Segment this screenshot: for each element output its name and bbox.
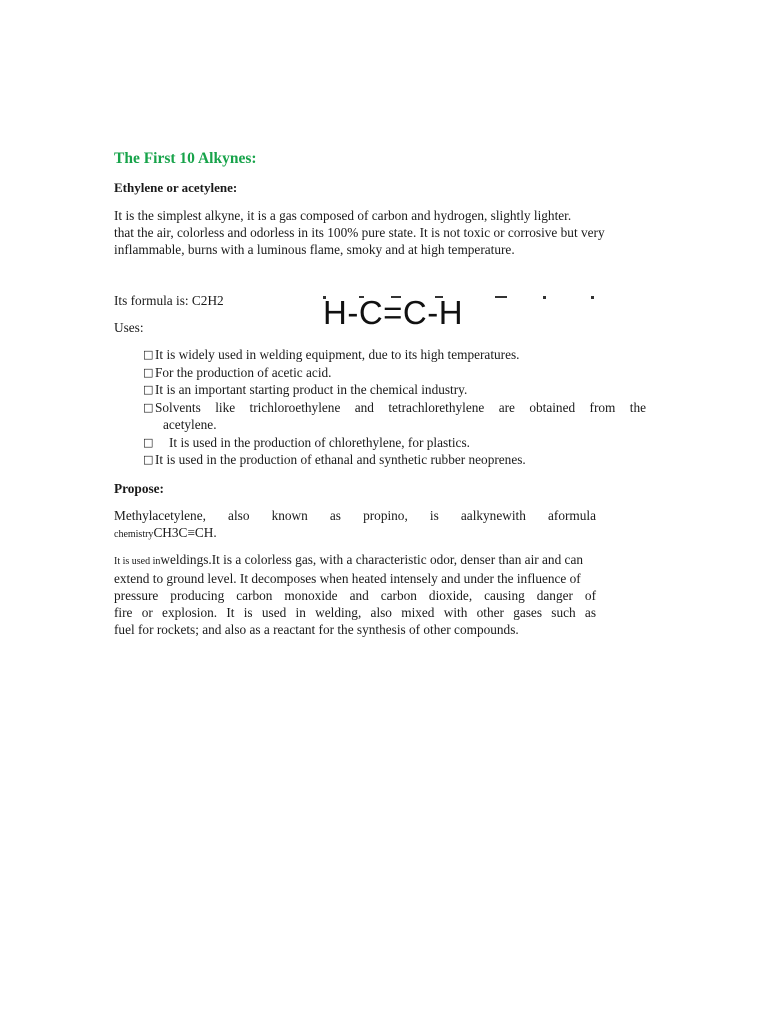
list-item-text: It is an important starting product in the chemical industry. [155,382,468,397]
uses-list [143,346,646,469]
checkbox-bullet-icon: □ [143,400,154,414]
page-title: The First 10 Alkynes: [114,150,257,167]
description-line: It is used inweldings.It is a colorless gas, with a characteristic odor, denser than air and can [114,552,583,567]
checkbox-bullet-icon: □ [143,365,154,379]
formula-artifact [323,287,603,291]
list-item [143,364,646,382]
uses-label: Uses: [114,320,144,335]
list-item-text: It is widely used in welding equipment, due to its high temperatures. [155,347,520,362]
propyne-subtitle: Propose: [114,481,164,496]
checkbox-bullet-icon: □ [143,383,154,396]
checkbox-bullet-icon: □ [143,453,154,466]
chemistry-small-text: chemistry [114,529,154,540]
description-line: extend to ground level. It decomposes when heated intensely and under the influence of [114,571,581,586]
list-item-text: For the production of acetic acid. [155,364,332,380]
intro-line: inflammable, burns with a luminous flame, smoky and at high temperature. [114,242,515,257]
list-item-text: Solvents like trichloroethylene and tetrachlorethylene are obtained from the [155,399,646,415]
list-item [143,434,646,452]
list-item [143,399,646,417]
list-item [143,451,646,469]
list-item-text: It is used in the production of chlorethylene, for plastics. [169,434,470,450]
list-item [143,346,646,364]
used-in-small-text: It is used in [114,556,161,567]
list-item-text: acetylene. [163,417,217,432]
acetylene-subtitle: Ethylene or acetylene: [114,180,238,195]
description-line: fuel for rockets; and also as a reactant for the synthesis of other compounds. [114,622,519,637]
intro-line: that the air, colorless and odorless in its 100% pure state. It is not toxic or corrosive but very [114,225,605,240]
checkbox-bullet-icon: □ [143,348,154,361]
list-item-text: It is used in the production of ethanal and synthetic rubber neoprenes. [155,452,526,467]
description-line: fire or explosion. It is used in welding, also mixed with other gases such as [114,605,596,620]
formula-label: Its formula is: C2H2 [114,293,224,308]
propyne-formula: CH3C≡CH. [153,525,217,540]
propyne-description [114,551,636,638]
propyne-line-1: Methylacetylene, also known as propino, is aalkynewith aformula [114,508,596,523]
intro-line: It is the simplest alkyne, it is a gas composed of carbon and hydrogen, slightly lighter. [114,208,572,223]
list-item-continuation [143,416,646,434]
checkbox-bullet-icon: □ [143,435,154,449]
description-line: pressure producing carbon monoxide and carbon dioxide, causing danger of [114,588,596,603]
structural-formula: H-C=C-H [323,294,464,331]
acetylene-intro [114,207,634,258]
propyne-line-2 [114,524,217,543]
list-item [143,381,646,399]
